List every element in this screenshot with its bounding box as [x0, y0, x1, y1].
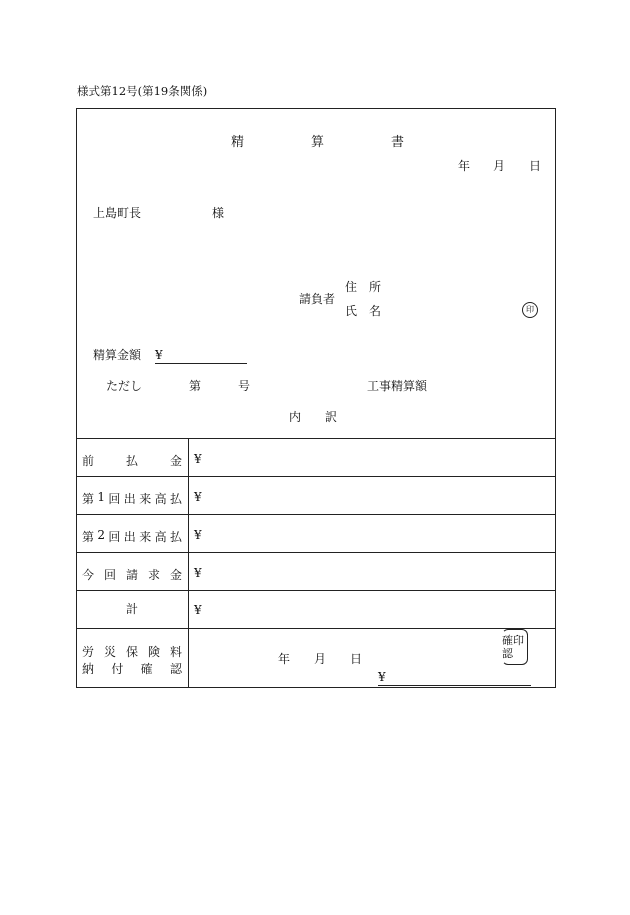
row-label-char: 保	[125, 645, 138, 659]
header-date-day: 日	[529, 159, 542, 173]
insurance-date-month: 月	[314, 652, 327, 666]
row-label-char: 2	[97, 528, 106, 542]
proviso-prefix: ただし	[106, 379, 143, 393]
row-label-char: 今	[82, 568, 95, 582]
row-label-char: 前	[82, 454, 95, 468]
row-label-char: 高	[154, 530, 167, 544]
settlement-form-frame	[76, 108, 556, 688]
row-divider-2	[76, 514, 556, 515]
contractor-address-label: 住 所	[345, 280, 382, 294]
insurance-date-day: 日	[350, 652, 363, 666]
row-label-char: 高	[154, 492, 167, 506]
form-title-char-3: 書	[391, 135, 405, 150]
row-label-char: 回	[108, 492, 121, 506]
table-row-label	[82, 566, 182, 583]
contractor-label: 請負者	[299, 292, 336, 306]
row-divider-1	[76, 476, 556, 477]
insurance-label-line-1	[82, 643, 182, 660]
row-label-char: 払	[125, 454, 138, 468]
row-label-char: 災	[103, 645, 116, 659]
form-title-char-2: 算	[311, 135, 325, 150]
row-label-char: 来	[139, 530, 152, 544]
row-label-char: 認	[169, 662, 182, 676]
confirmation-stamp-bottom: 認	[502, 647, 513, 660]
row-label-char: 請	[125, 568, 138, 582]
settlement-amount-label: 精算金額	[93, 348, 142, 362]
table-row-label	[82, 490, 182, 507]
confirmation-stamp-top: 確印	[502, 634, 524, 647]
seal-mark: 印	[522, 302, 538, 318]
row-yen-mark: ¥	[194, 566, 202, 580]
column-divider	[188, 438, 189, 688]
form-title-char-1: 精	[231, 135, 245, 150]
row-label-char: 回	[103, 568, 116, 582]
settlement-amount-yen: ¥	[155, 348, 163, 362]
breakdown-heading: 内 訳	[289, 410, 338, 424]
row-label-char: 険	[147, 645, 160, 659]
row-label-char: 回	[108, 530, 121, 544]
row-label-char: 来	[139, 492, 152, 506]
row-yen-mark: ¥	[194, 490, 202, 504]
row-label-char: 出	[123, 530, 136, 544]
row-yen-mark: ¥	[194, 603, 202, 617]
row-label-char: 出	[123, 492, 136, 506]
row-label-char: 金	[169, 568, 182, 582]
table-top-rule	[76, 438, 556, 439]
proviso-dai: 第	[189, 379, 202, 393]
addressee-name: 上島町長	[93, 206, 142, 220]
row-label-char: 金	[169, 454, 182, 468]
row-label-char: 確	[140, 662, 153, 676]
insurance-amount-field	[378, 671, 531, 686]
row-label-char: 納	[82, 662, 95, 676]
row-label-char: 第	[82, 492, 95, 506]
row-label-char: 求	[147, 568, 160, 582]
row-label-char: 払	[169, 530, 182, 544]
row-label-char: 付	[111, 662, 124, 676]
header-date-month: 月	[493, 159, 506, 173]
row-divider-5	[76, 628, 556, 629]
row-label-char: 第	[82, 530, 95, 544]
table-row-label	[82, 452, 182, 469]
table-row-label	[82, 528, 182, 545]
header-date-year: 年	[458, 159, 471, 173]
total-row-label: 計	[126, 602, 139, 616]
row-yen-mark: ¥	[194, 452, 202, 466]
row-yen-mark: ¥	[194, 528, 202, 542]
proviso-work-amount-label: 工事精算額	[367, 379, 428, 393]
settlement-amount-field	[155, 349, 247, 364]
insurance-amount-yen: ¥	[378, 670, 386, 684]
contractor-name-label: 氏 名	[345, 304, 382, 318]
row-label-char: 払	[169, 492, 182, 506]
row-label-char: 料	[169, 645, 182, 659]
row-divider-4	[76, 590, 556, 591]
form-number-label: 様式第12号(第19条関係)	[77, 84, 208, 98]
row-label-char: 1	[97, 490, 106, 504]
row-divider-3	[76, 552, 556, 553]
insurance-label-line-2	[82, 660, 182, 677]
insurance-date-year: 年	[278, 652, 291, 666]
proviso-go: 号	[238, 379, 251, 393]
addressee-honorific: 様	[212, 206, 225, 220]
row-label-char: 労	[82, 645, 95, 659]
